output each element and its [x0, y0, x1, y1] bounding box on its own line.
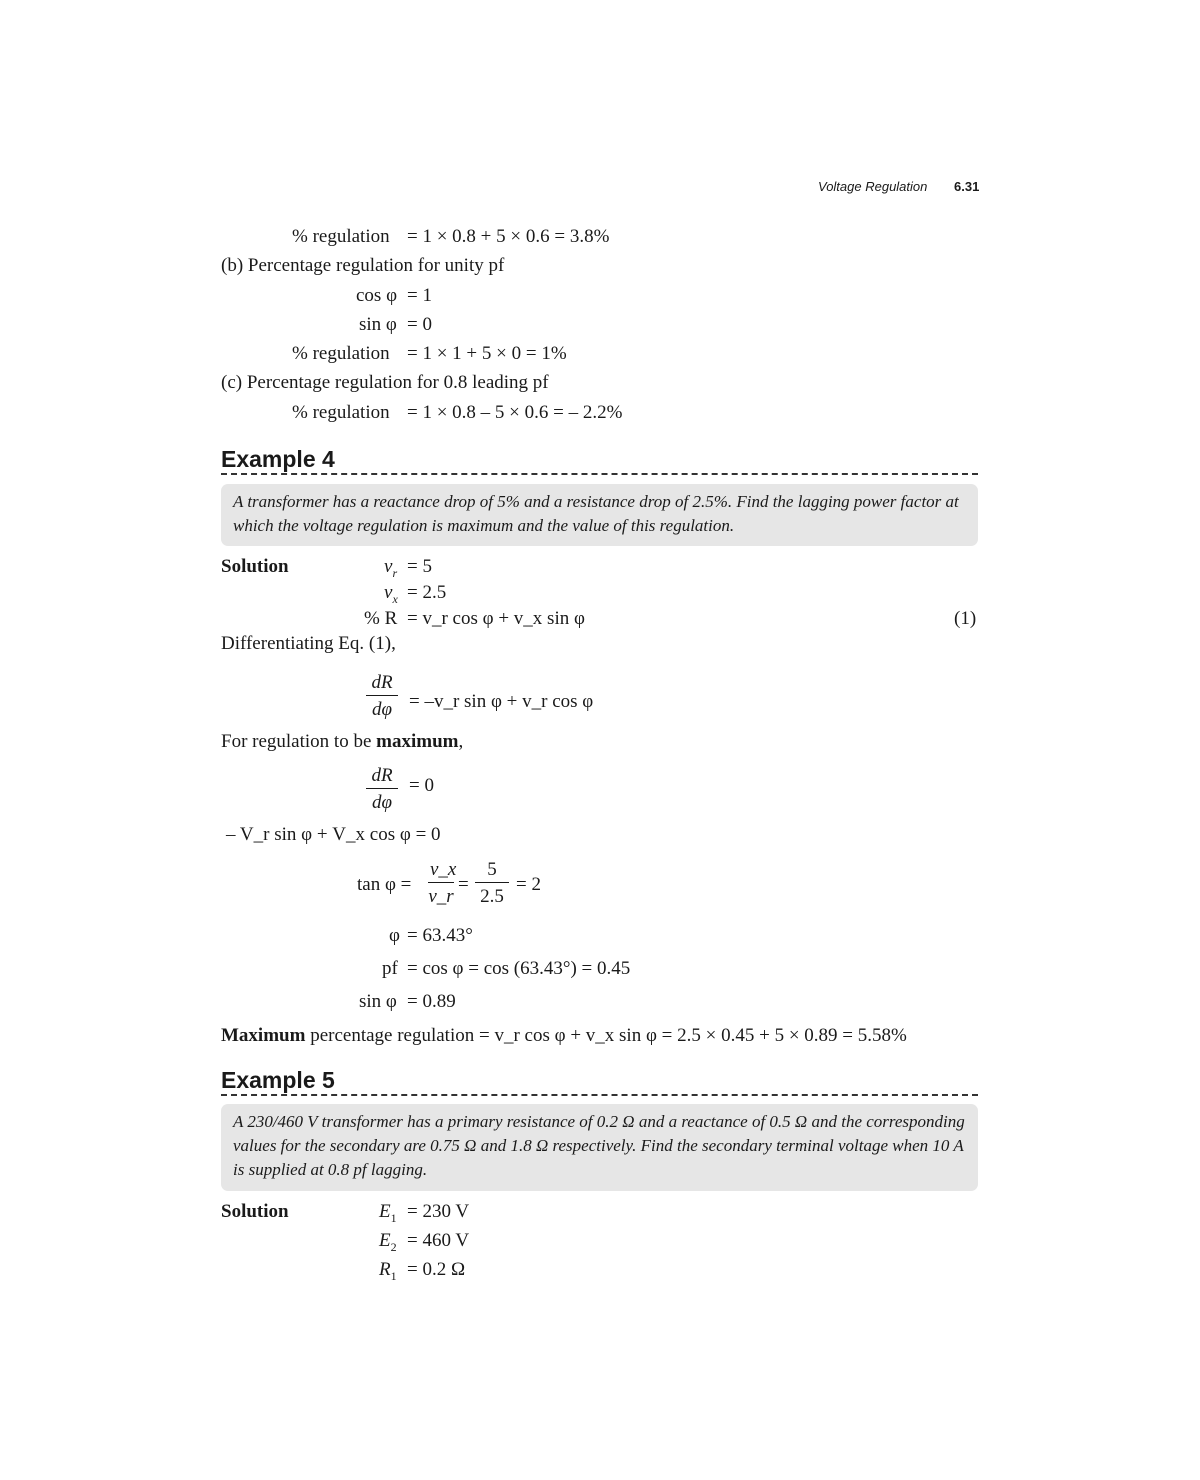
- cos-phi-eq: = 1: [407, 285, 432, 306]
- vx-eq: = 2.5: [407, 582, 447, 603]
- tan-end: = 2: [516, 874, 541, 895]
- max-regulation-line: Maximum percentage regulation = v_r cos φ + v_x sin φ = 2.5 × 0.45 + 5 × 0.89 = 5.58%: [221, 1025, 907, 1046]
- tan-fraction-1: $\frac{v\_x}{v\_r}$: [428, 859, 457, 907]
- derivative-zero-eq: = 0: [409, 775, 434, 796]
- running-header-title: Voltage Regulation: [818, 179, 928, 194]
- example-4-problem: A transformer has a reactance drop of 5% and a resistance drop of 2.5%. Find the lagging power factor at which the voltage regulation is maximum and the value of this regulation.: [221, 484, 978, 546]
- percent-r-label: % R: [364, 608, 398, 629]
- part-b-heading: (b) Percentage regulation for unity pf: [221, 255, 505, 276]
- reg-b-label: % regulation: [292, 343, 390, 364]
- example-5-title: Example 5: [221, 1067, 335, 1093]
- pf-label: pf: [382, 958, 398, 979]
- r1-eq: = 0.2 Ω: [407, 1259, 466, 1280]
- reg-c-eq: = 1 × 0.8 – 5 × 0.6 = – 2.2%: [407, 402, 623, 423]
- vx-line: $v_x$: [384, 582, 398, 606]
- differentiating-text: Differentiating Eq. (1),: [221, 633, 396, 654]
- reg-a-eq: = 1 × 0.8 + 5 × 0.6 = 3.8%: [407, 226, 610, 247]
- part-c-heading: (c) Percentage regulation for 0.8 leading pf: [221, 372, 549, 393]
- derivative-zero-fraction: $\frac{dR}{d\varphi}$: [366, 766, 398, 812]
- reg-c-label: % regulation: [292, 402, 390, 423]
- equation-number: (1): [954, 608, 977, 629]
- e2-line: $E_2$: [379, 1230, 397, 1254]
- example-4-solution-label: Solution: [221, 556, 289, 577]
- e2-eq: = 460 V: [407, 1230, 470, 1251]
- cos-phi-label: cos φ: [356, 285, 398, 306]
- page-number: 6.31: [954, 179, 980, 194]
- example-5-problem: A 230/460 V transformer has a primary resistance of 0.2 Ω and a reactance of 0.5 Ω and the corresponding values for the secondary are 0.75 Ω and 1.8 Ω respectively. Find the secondary terminal voltage when 10 A is supplied at 0.8 pf lagging.: [221, 1104, 978, 1191]
- sin-phi-value-eq: = 0.89: [407, 991, 456, 1012]
- example-4-title: Example 4: [221, 446, 335, 472]
- r1-line: $R_1$: [379, 1259, 397, 1283]
- e1-line: $E_1$: [379, 1201, 397, 1225]
- sin-phi-value-label: sin φ: [359, 991, 397, 1012]
- e1-eq: = 230 V: [407, 1201, 470, 1222]
- example-4-rule: [221, 473, 978, 475]
- phi-eq: = 63.43°: [407, 925, 473, 946]
- percent-r-eq: = v_r cos φ + v_x sin φ: [407, 608, 585, 629]
- derivative-eq: = –v_r sin φ + v_r cos φ: [409, 691, 594, 712]
- reg-a-label: % regulation: [292, 226, 390, 247]
- example-5-solution-label: Solution: [221, 1201, 289, 1222]
- sin-phi-eq: = 0: [407, 314, 432, 335]
- vr-line: $v_r$: [384, 556, 398, 580]
- derivative-fraction: $\frac{dR}{d\varphi}$: [366, 673, 398, 719]
- phi-label: φ: [389, 925, 400, 946]
- tan-phi-label: tan φ =: [357, 874, 412, 895]
- reg-b-eq: = 1 × 1 + 5 × 0 = 1%: [407, 343, 567, 364]
- tan-mid: =: [458, 874, 469, 895]
- tan-fraction-2: $\frac{5}{2.5}$: [475, 860, 509, 906]
- maximum-text: For regulation to be maximum,: [221, 731, 464, 752]
- condition-eq: – V_r sin φ + V_x cos φ = 0: [226, 824, 441, 845]
- pf-eq: = cos φ = cos (63.43°) = 0.45: [407, 958, 631, 979]
- example-5-rule: [221, 1094, 978, 1096]
- vr-eq: = 5: [407, 556, 432, 577]
- sin-phi-label: sin φ: [359, 314, 397, 335]
